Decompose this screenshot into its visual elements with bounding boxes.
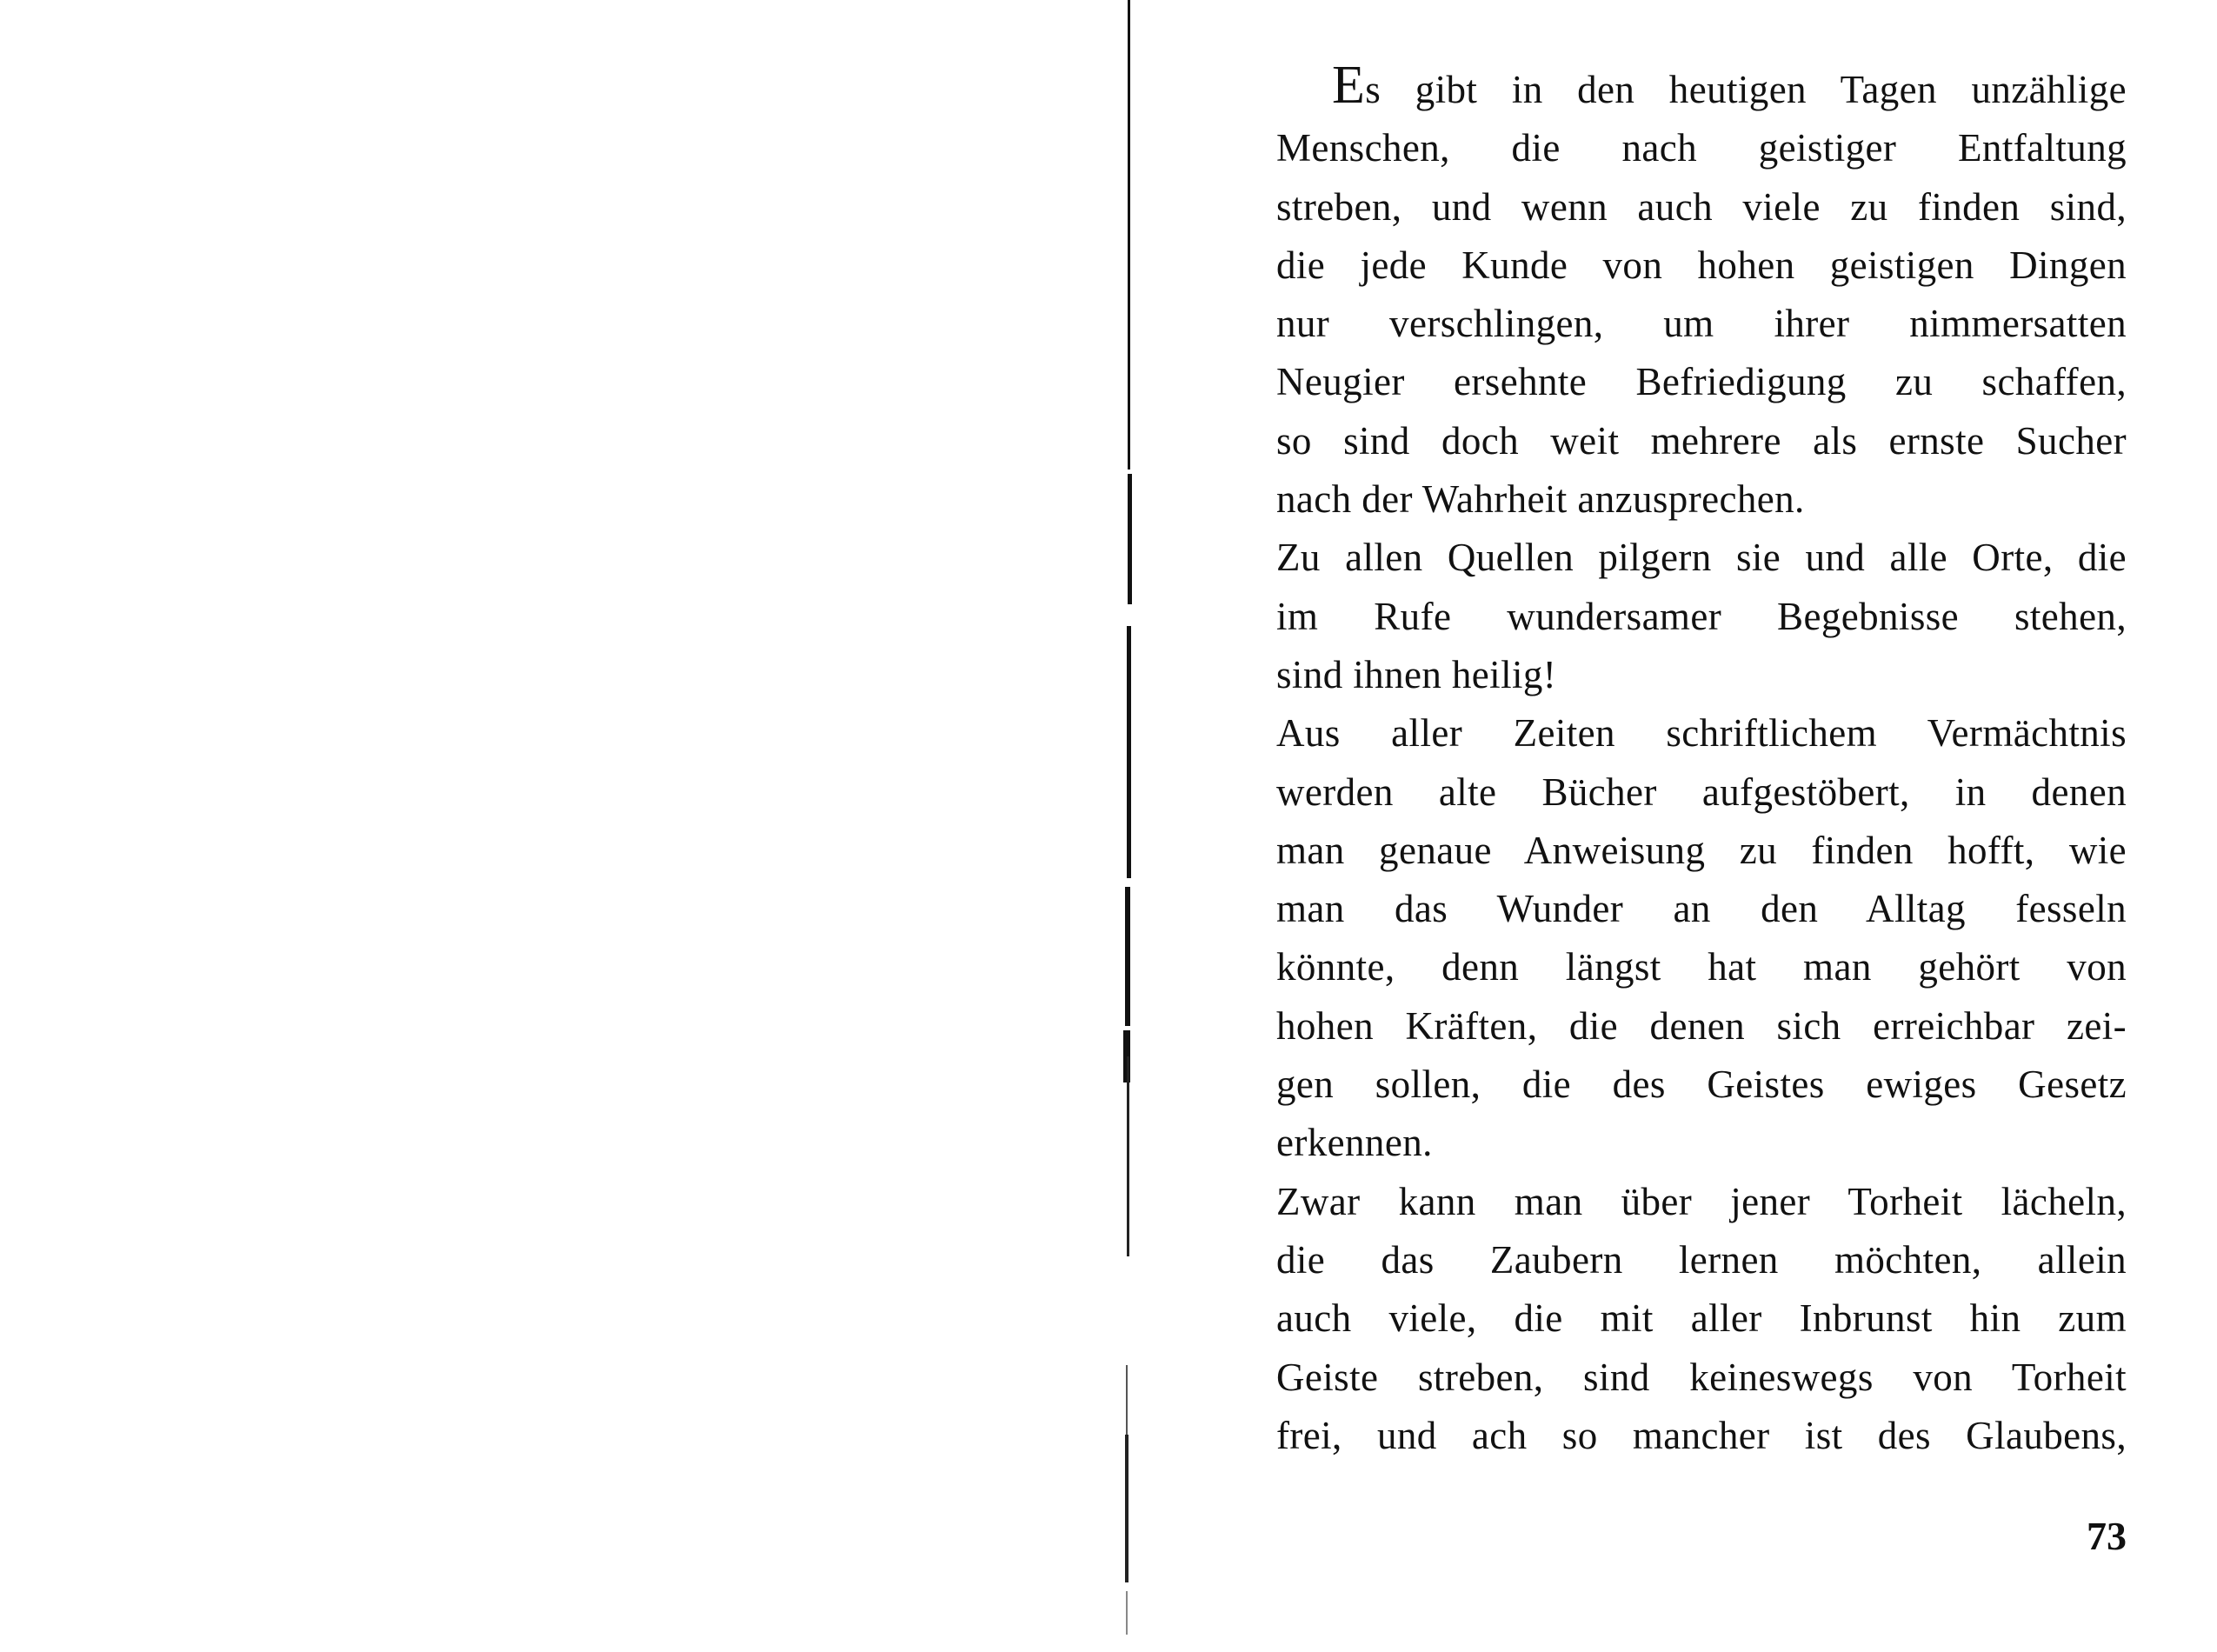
text-line: man das Wunder an den Alltag fesseln (1276, 887, 2127, 931)
text-line: nur verschlingen, um ihrer nimmersatten (1276, 302, 2127, 346)
text-line: werden alte Bücher aufgestöbert, in denen (1276, 769, 2127, 814)
text-line: frei, und ach so mancher ist des Glaubens, (1276, 1413, 2127, 1457)
text-line: auch viele, die mit aller Inbrunst hin zum (1276, 1296, 2127, 1341)
right-page (1139, 0, 2217, 1652)
drop-letter: E (1332, 56, 1366, 115)
text-line: Zwar kann man über jener Torheit lächeln, (1276, 1179, 2127, 1223)
text-line: streben, und wenn auch viele zu finden sind, (1276, 184, 2127, 229)
text-line: so sind doch weit mehrere als ernste Sucher (1276, 418, 2127, 463)
text-line: Aus aller Zeiten schriftlichem Vermächtnis (1276, 711, 2127, 756)
text-line: sind ihnen heilig! (1276, 652, 1557, 696)
text-line: hohen Kräften, die denen sich erreichbar zei- (1276, 1003, 2127, 1048)
book-gutter (1104, 0, 1139, 1652)
text-line: man genaue Anweisung zu finden hofft, wie (1276, 828, 2127, 872)
text-line: könnte, denn längst hat man gehört von (1276, 945, 2127, 989)
text-line: Es gibt in den heutigen Tagen unzählige (1332, 56, 2127, 115)
blank-left-page (0, 0, 1104, 1652)
text-line: Menschen, die nach geistiger Entfaltung (1276, 126, 2127, 170)
body-text (1276, 56, 2127, 1465)
text-line: Geiste streben, sind keineswegs von Torheit (1276, 1355, 2127, 1399)
text-line: Neugier ersehnte Befriedigung zu schaffen, (1276, 360, 2127, 404)
text-line: erkennen. (1276, 1121, 1433, 1165)
text-line: die jede Kunde von hohen geistigen Dingen (1276, 243, 2127, 287)
text-line: Zu allen Quellen pilgern sie und alle Orte, die (1276, 536, 2127, 580)
text-line: nach der Wahrheit anzusprechen. (1276, 477, 1805, 522)
gutter-shadow-marks (1104, 0, 1139, 1652)
text-line: gen sollen, die des Geistes ewiges Gesetz (1276, 1062, 2127, 1107)
text-line: die das Zaubern lernen möchten, allein (1276, 1237, 2127, 1282)
text-line: im Rufe wundersamer Begebnisse stehen, (1276, 594, 2127, 638)
page-number: 73 (2087, 1514, 2127, 1558)
